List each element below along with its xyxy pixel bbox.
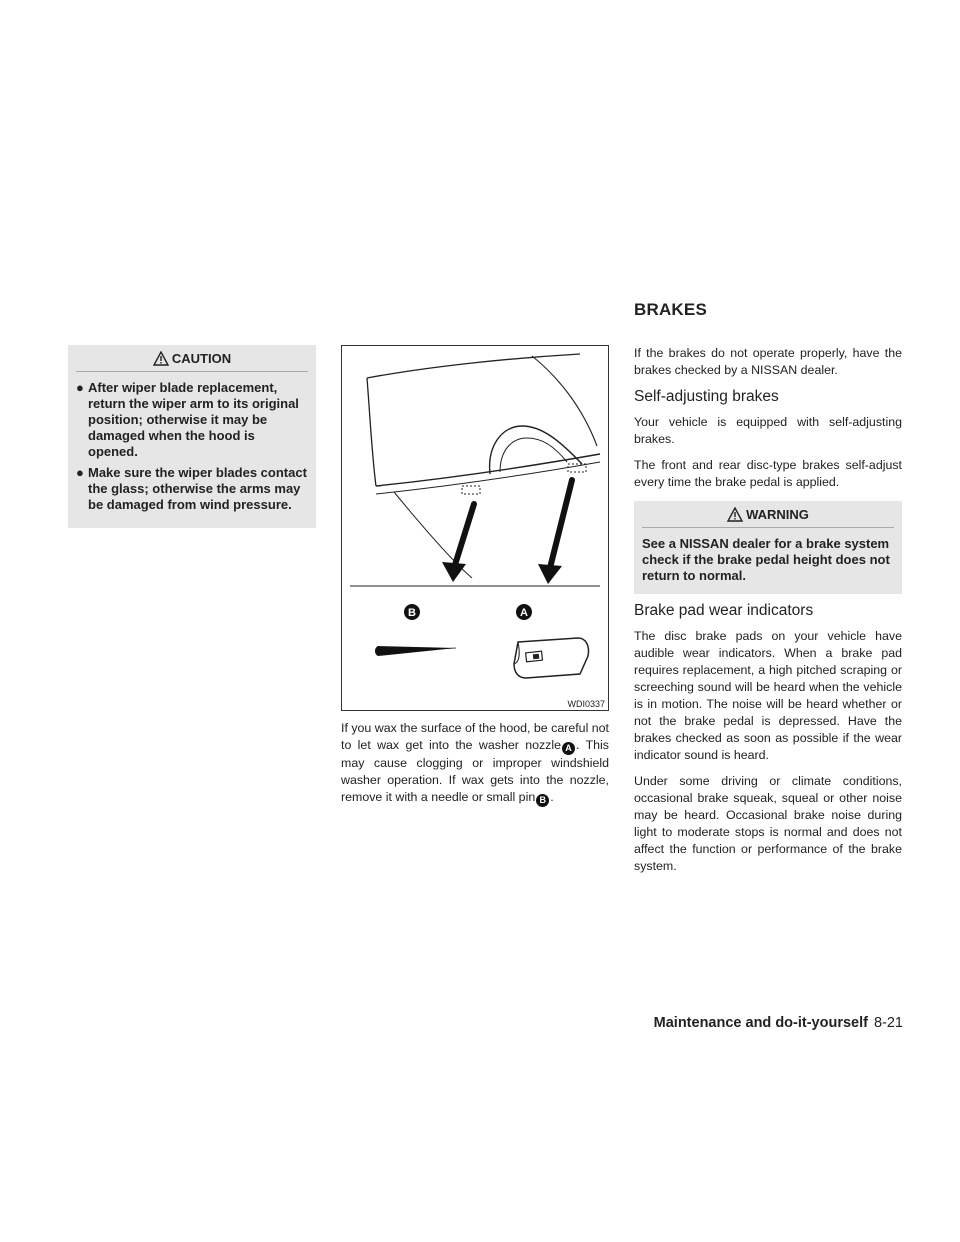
callout-a-icon: A [562, 742, 575, 755]
caution-box [68, 345, 316, 528]
pad-wear-p1: The disc brake pads on your vehicle have audible wear indicators. When a brake pad requires replacement, a high pitched scraping or screeching sound will be heard when the vehicle is in motion. The noise will be heard whether or not the brake pedal is depressed. Have the brakes checked as soon as possible if the wear indicator sound is heard. [634, 629, 902, 762]
wax-paragraph [341, 720, 609, 807]
left-column [68, 345, 316, 528]
warning-box [634, 501, 902, 594]
right-column [634, 345, 902, 884]
wax-text-2: . This may cause clogging or improper windshield washer operation. If wax gets into the nozzle, remove it with a needle or small pin [341, 738, 609, 804]
washer-nozzle-figure [341, 345, 609, 711]
warning-label: WARNING [746, 507, 809, 522]
figure-code: WDI0337 [567, 699, 605, 709]
warning-triangle-icon [153, 351, 169, 366]
pad-wear-p2: Under some driving or climate conditions, occasional brake squeak, squeal or other noise may be heard. Occasional brake noise during light to moderate stops is normal and does not affect the function or performance of the brake system. [634, 774, 902, 873]
page-number: 8-21 [873, 1015, 903, 1031]
chapter-title: Maintenance and do-it-yourself [653, 1015, 868, 1031]
bullet-icon: ● [76, 465, 84, 480]
middle-column [341, 345, 609, 816]
warning-triangle-icon [727, 507, 743, 522]
warning-heading [642, 507, 894, 528]
wax-text-3: . [550, 790, 554, 804]
section-title: BRAKES [634, 300, 707, 319]
bullet-icon: ● [76, 380, 84, 395]
self-adjusting-heading: Self-adjusting brakes [634, 388, 779, 405]
caution-heading [76, 351, 308, 372]
list-item [76, 465, 308, 513]
pad-wear-heading: Brake pad wear indicators [634, 602, 814, 619]
callout-b-icon: B [536, 794, 549, 807]
caution-label: CAUTION [171, 351, 232, 366]
page-footer [654, 1015, 903, 1031]
list-item [76, 380, 308, 460]
self-adjusting-p2: The front and rear disc-type brakes self-adjust every time the brake pedal is applied. [634, 458, 902, 489]
caution-item-text: Make sure the wiper blades contact the glass; otherwise the arms may be damaged from wind pressure. [88, 465, 307, 512]
windshield-illustration [342, 346, 608, 710]
figure-label-b: B [408, 607, 416, 619]
self-adjusting-p1: Your vehicle is equipped with self-adjusting brakes. [634, 415, 902, 446]
brakes-intro: If the brakes do not operate properly, have the brakes checked by a NISSAN dealer. [634, 346, 902, 377]
caution-list [76, 380, 308, 513]
caution-item-text: After wiper blade replacement, return the wiper arm to its original position; otherwise it may be damaged when the hood is opened. [88, 380, 299, 459]
wax-text-1: If you wax the surface of the hood, be careful not to let wax get into the washer nozzle [341, 721, 609, 752]
warning-text: See a NISSAN dealer for a brake system check if the brake pedal height does not return to normal. [642, 536, 890, 583]
figure-label-a: A [520, 607, 528, 619]
